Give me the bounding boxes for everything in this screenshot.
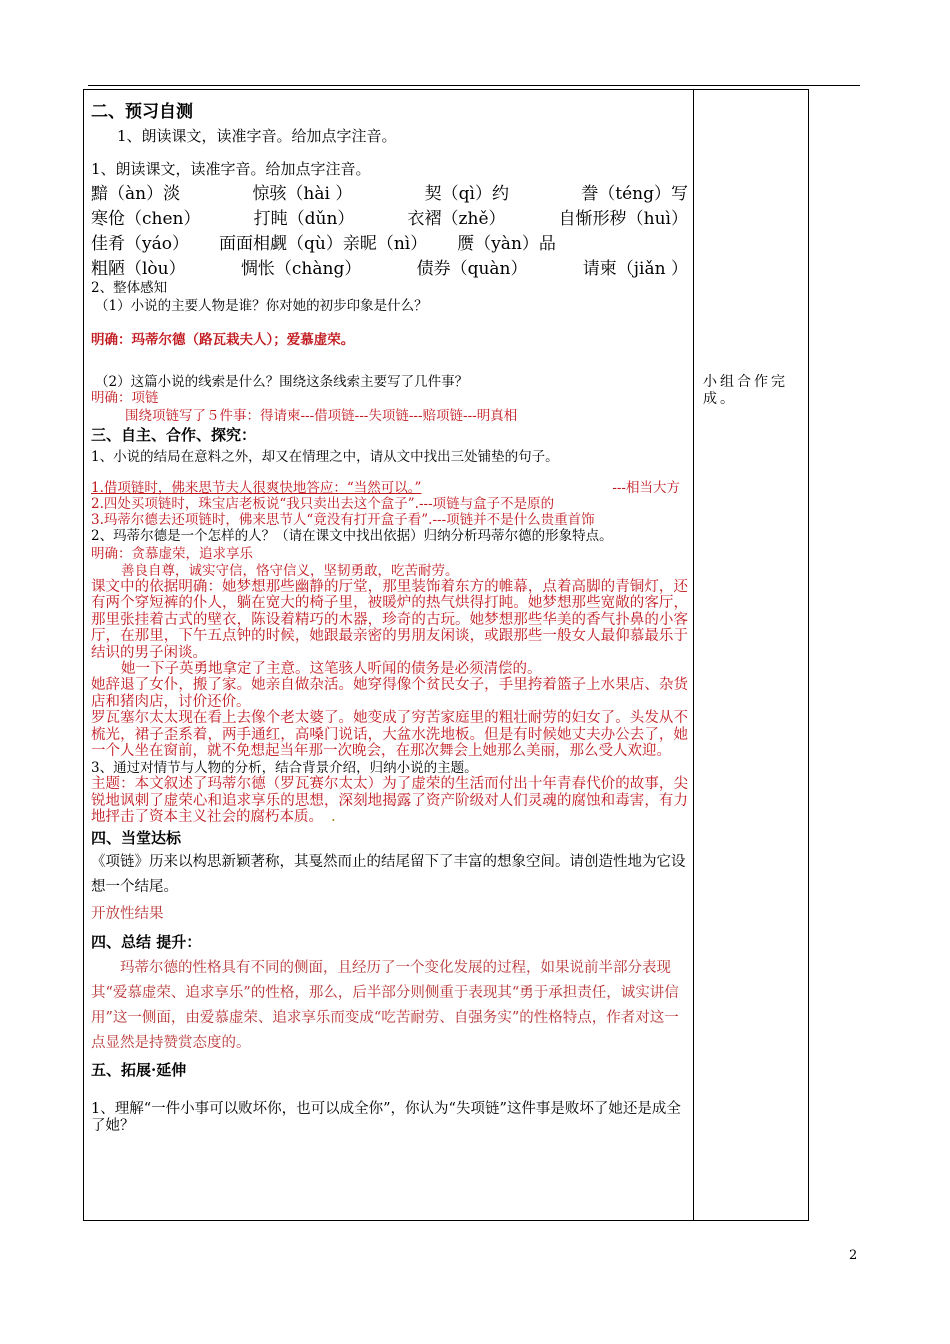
theme-dot: . xyxy=(331,809,336,826)
pinyin-row-4 xyxy=(91,257,688,282)
theme-text: 主题：本文叙述了玛蒂尔德（罗瓦赛尔太太）为了虚荣的生活而付出十年青春代价的故事，尖锐地讽刺了虚荣心和追求享乐的思想，深刻地揭露了资产阶级对人们灵魂的腐蚀和毒害，有力地抨击了资本主义社会的腐朽本质。 xyxy=(91,776,688,826)
main-column xyxy=(91,97,688,1135)
extension-question: 1、理解“一件小事可以败坏你，也可以成全你”，你认为“失项链”这件事是败坏了她还是成全了她？ xyxy=(91,1100,681,1134)
pinyin-row-2 xyxy=(91,207,688,232)
foreshadow-3: 3.玛蒂尔德去还项链时，佛来思节人“竟没有打开盒子看”.---项链并不是什么贵重首饰 xyxy=(91,512,595,528)
header-rule xyxy=(88,85,860,86)
pinyin-item: 自惭形秽（huì） xyxy=(558,209,688,229)
pinyin-item: 赝（yàn）品 xyxy=(457,234,556,254)
summary-paragraph: 玛蒂尔德的性格具有不同的侧面，且经历了一个变化发展的过程，如果说前半部分表现其“爱慕虚荣、追求享乐”的性格，那么，后半部分则侧重于表现其“勇于承担责任，诚实讲信用”这一侧面，由爱慕虚荣、追求享乐而变成“吃苦耐劳、自强务实”的性格特点，作者对这一点显然是持赞赏态度的。 xyxy=(91,959,679,1051)
pinyin-item: 面面相觑（qù）亲昵（nì） xyxy=(218,234,428,254)
pinyin-item: 粗陋（lòu） xyxy=(91,259,186,279)
foreshadow-1-text: 1.借项链时，佛来思节夫人很爽快地答应：“当然可以。” xyxy=(91,480,422,496)
pinyin-item: 请柬（jiǎn ） xyxy=(582,259,688,279)
page-number: 2 xyxy=(849,1248,858,1263)
foreshadow-1 xyxy=(91,480,688,496)
question-main-character: （1）小说的主要人物是谁？你对她的初步印象是什么？ xyxy=(95,298,428,314)
pinyin-item: 佳肴（yáo） xyxy=(91,234,189,254)
question-clue: （2）这篇小说的线索是什么？围绕这条线索主要写了几件事？ xyxy=(95,374,469,390)
answer-clue: 明确：项链 xyxy=(91,390,159,406)
pinyin-row-1 xyxy=(91,182,688,207)
evidence-paragraph-3: 她辞退了女仆，搬了家。她亲自做杂活。她穿得像个贫民女子，手里挎着篮子上水果店、杂货店和猪肉店，讨价还价。 xyxy=(91,677,688,710)
pinyin-item: 寒伧（chen） xyxy=(91,209,201,229)
section-title-extension: 五、拓展·延伸 xyxy=(91,1060,187,1079)
question-character: 2、玛蒂尔德是一个怎样的人？（请在课文中找出依据）归纳分析玛蒂尔德的形象特点。 xyxy=(91,528,613,544)
evidence-paragraph-4: 罗瓦塞尔太太现在看上去像个老太婆了。她变成了穷苦家庭里的粗壮耐劳的妇女了。头发从不梳光，裙子歪系着，两手通红，高嗓门说话，大盆水洗地板。但是有时候她丈夫办公去了，她一个人坐在窗前，就不免想起当年那一次晚会，在那次舞会上她那么美丽，那么受人欢迎。 xyxy=(91,710,688,760)
pinyin-item: 誊（téng）写 xyxy=(581,184,688,204)
question-theme: 3、通过对情节与人物的分析，结合背景介绍，归纳小说的主题。 xyxy=(91,760,478,777)
theme-answer xyxy=(91,776,688,825)
section-title-summary: 四、总结 提升： xyxy=(91,932,202,951)
practice-answer: 开放性结果 xyxy=(91,905,164,922)
answer-events: 围绕项链写了５件事：得请柬---借项链---失项链---赔项链---明真相 xyxy=(125,408,518,424)
section-title-preview: 二、预习自测 xyxy=(91,102,193,122)
foreshadow-1-note: ---相当大方 xyxy=(612,480,680,496)
side-note: 小组合作完成。 xyxy=(703,374,788,407)
foreshadow-2: 2.四处买项链时，珠宝店老板说“我只卖出去这个盒子”.---项链与盒子不是原的 xyxy=(91,496,555,512)
pinyin-item: 黯（àn）淡 xyxy=(91,184,181,204)
question-foreshadow: 1、小说的结局在意料之外，却又在情理之中，请从文中找出三处铺垫的句子。 xyxy=(91,449,559,465)
pinyin-item: 契（qì）约 xyxy=(424,184,509,204)
instruction-1b: 1、朗读课文，读准字音。给加点字注音。 xyxy=(91,160,371,178)
practice-question: 《项链》历来以构思新颖著称，其戛然而止的结尾留下了丰富的想象空间。请创造性地为它设想一个结尾。 xyxy=(91,853,686,895)
pinyin-item: 衣褶（zhě） xyxy=(407,209,506,229)
instruction-1a: 1、朗读课文，读准字音。给加点字注音。 xyxy=(117,127,397,145)
pinyin-row-3 xyxy=(91,232,688,257)
section-title-explore: 三、自主、合作、探究： xyxy=(91,426,257,444)
overall-title: 2、整体感知 xyxy=(91,280,168,296)
pinyin-item: 惊骇（hài ） xyxy=(252,184,353,204)
column-divider xyxy=(693,89,694,1221)
character-answer-1: 明确：贪慕虚荣，追求享乐 xyxy=(91,546,253,562)
pinyin-item: 打盹（dǔn） xyxy=(253,209,355,229)
evidence-paragraph-1: 课文中的依据明确：她梦想那些幽静的厅堂，那里装饰着东方的帷幕，点着高脚的青铜灯，还有两个穿短裤的仆人，躺在宽大的椅子里，被暖炉的热气烘得打盹。她梦想那些宽敞的客厅，那里张挂着古式的壁衣，陈设着精巧的木器，珍奇的古玩。她梦想那些华美的香气扑鼻的小客厅，在那里，下午五点钟的时候，她跟最亲密的男朋友闲谈，或跟那些一般女人最仰慕最乐于结识的男子闲谈。 xyxy=(91,579,688,661)
pinyin-item: 惆怅（chàng） xyxy=(240,259,362,279)
section-title-practice: 四、当堂达标 xyxy=(91,828,182,847)
answer-main-character: 明确：玛蒂尔德（路瓦栽夫人）；爱慕虚荣。 xyxy=(91,332,355,348)
pinyin-item: 债券（quàn） xyxy=(416,259,528,279)
evidence-paragraph-2: 她一下子英勇地拿定了主意。这笔骇人听闻的债务是必须清偿的。 xyxy=(121,661,542,678)
character-answer-2: 善良自尊，诚实守信，恪守信义，坚韧勇敢，吃苦耐劳。 xyxy=(121,563,459,579)
